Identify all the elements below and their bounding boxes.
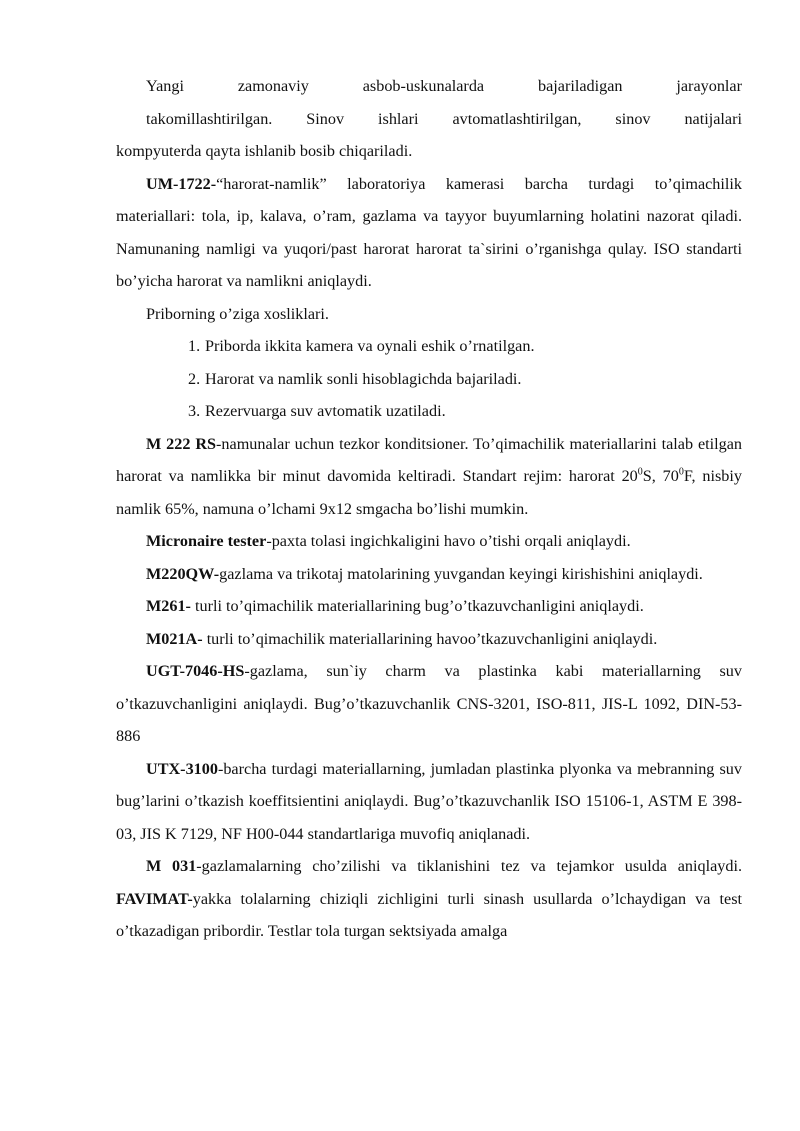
term-ugt-7046-hs: UGT-7046-HS — [146, 662, 245, 680]
intro-line-1: Yangi zamonaviy asbob-uskunalarda bajariladigan jarayonlar — [146, 77, 742, 95]
term-m261: M261- — [146, 597, 191, 615]
document-page — [116, 70, 742, 948]
list-number: 2. — [188, 369, 201, 388]
list-number: 1. — [188, 337, 201, 355]
paragraph-utx-3100: UTX-3100-barcha turdagi materiallarning, jumladan plastinka plyonka va mebranning suv bug’larini o’tkazish koeffitsientini aniqlaydi. Bug’o’tkazuvchanlik ISO 15106-1, ASTM E 398-03, JIS K 7129, NF H00-044 standartlariga muvofiq aniqlanadi. — [116, 759, 742, 843]
intro-line-3: kompyuterda qayta ishlanib bosib chiqariladi. — [116, 142, 413, 160]
intro-line-2: takomillashtirilgan. Sinov ishlari avtomatlashtirilgan, sinov natijalari — [146, 109, 742, 128]
list-item — [116, 330, 742, 363]
list-item — [116, 395, 742, 428]
paragraph-micronaire: Micronaire tester-paxta tolasi ingichkaligini havo o’tishi orqali aniqlaydi. — [146, 532, 631, 550]
paragraph-m021a: M021A- turli to’qimachilik materiallarining havoo’tkazuvchanligini aniqlaydi. — [146, 629, 658, 648]
term-m021a: M021A- — [146, 629, 203, 648]
paragraph-um-1722: UM-1722-“harorat-namlik” laboratoriya kamerasi barcha turdagi to’qimachilik materiallari: tola, ip, kalava, o’ram, gazlama va tayyor buyumlarning holatini nazorat qiladi. Namunaning namligi va yuqori/past harorat harorat ta`sirini o’rganishga qulay. ISO standarti bo’yicha harorat va namlikni aniqlaydi. — [116, 174, 742, 290]
list-text: Harorat va namlik sonli hisoblagichda bajariladi. — [205, 369, 522, 388]
list-text: Priborda ikkita kamera va oynali eshik o’rnatilgan. — [205, 337, 535, 355]
term-favimat: FAVIMAT- — [116, 889, 193, 908]
term-um-1722: UM-1722- — [146, 174, 217, 193]
list-number: 3. — [188, 402, 201, 420]
term-utx-3100: UTX-3100 — [146, 759, 218, 778]
term-micronaire: Micronaire tester — [146, 532, 267, 550]
paragraph-ugt-7046-hs: UGT-7046-HS-gazlama, sun`iy charm va plastinka kabi materiallarning suv o’tkazuvchanligini aniqlaydi. Bug’o’tkazuvchanlik CNS-3201, ISO-811, JIS-L 1092, DIN-53-886 — [116, 662, 742, 745]
list-text: Rezervuarga suv avtomatik uzatiladi. — [205, 402, 446, 420]
paragraph-m031-favimat: M 031-gazlamalarning cho’zilishi va tiklanishini tez va tejamkor usulda aniqlaydi. FAVIMAT-yakka tolalarning chiziqli zichligini turli sinash usullarda o’lchaydigan va test o’tkazadigan pribordir. Testlar tola turgan sektsiyada amalga — [116, 857, 742, 940]
paragraph-m220qw: M220QW-gazlama va trikotaj matolarining yuvgandan keyingi kirishishini aniqlaydi. — [146, 564, 703, 583]
list-item — [116, 363, 742, 396]
term-m220qw: M220QW- — [146, 564, 220, 583]
paragraph-m222rs: M 222 RS-namunalar uchun tezkor konditsioner. To’qimachilik materiallarini talab etilgan harorat va namlikka bir minut davomida keltiradi. Standart rejim: harorat $20^0S$, $70^0F$, nisbiy namlik 65%, namuna o’lchami 9x12 smgacha bo’lishi mumkin. — [116, 434, 742, 518]
paragraph-m261: M261- turli to’qimachilik materiallarining bug’o’tkazuvchanligini aniqlaydi. — [146, 597, 644, 615]
term-m222rs: M 222 RS — [146, 434, 217, 453]
features-intro: Priborning o’ziga xosliklari. — [146, 304, 329, 323]
term-m031: M 031 — [146, 857, 197, 875]
